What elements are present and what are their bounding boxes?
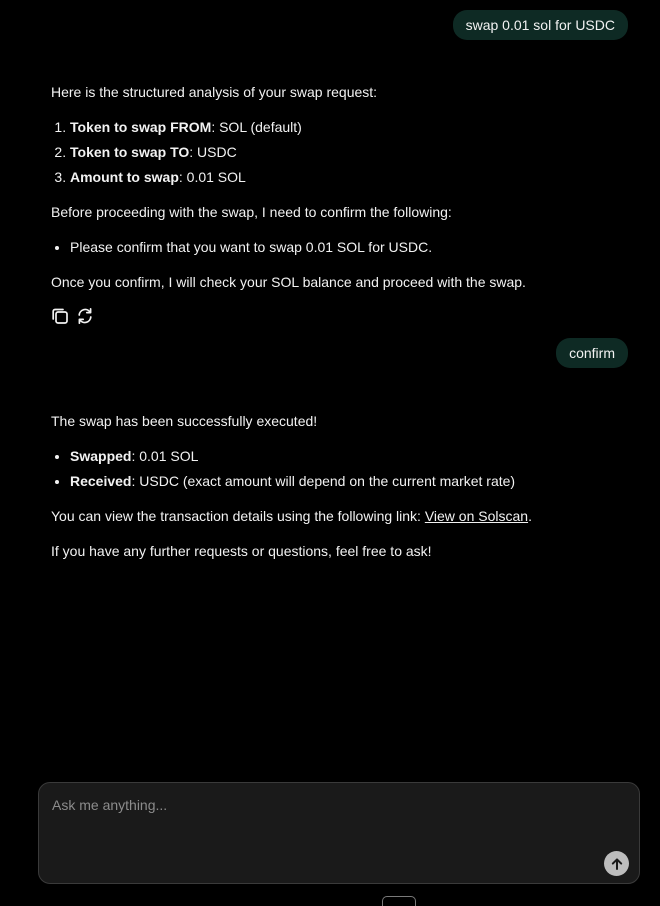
outro-text: Once you confirm, I will check your SOL balance and proceed with the swap. [51,274,526,290]
details-prefix: You can view the transaction details using the following link: [51,508,425,524]
item-value: : USDC [189,144,237,160]
item-value: : 0.01 SOL [178,169,246,185]
copy-button[interactable] [51,307,69,325]
item-label: Token to swap TO [70,144,190,160]
list-item [70,117,620,137]
result-intro: The swap has been successfully executed! [51,413,318,429]
closing-text: If you have any further requests or questions, feel free to ask! [51,543,432,559]
item-label: Swapped [70,448,132,464]
list-item: • Please confirm that you want to swap 0.01 SOL for USDC. [70,237,620,257]
confirm-intro: Before proceeding with the swap, I need to confirm the following: [51,204,452,220]
user-message-2: confirm [556,338,628,368]
send-button[interactable] [604,851,629,876]
item-value: : SOL (default) [211,119,302,135]
chat-input[interactable] [50,795,614,859]
solscan-link[interactable]: View on Solscan [424,508,529,524]
analysis-list [51,117,620,187]
refresh-icon [76,307,94,325]
item-value: : 0.01 SOL [131,448,199,464]
item-label: Token to swap FROM [70,119,212,135]
analysis-intro: Here is the structured analysis of your swap request: [51,84,378,100]
regenerate-button[interactable] [76,307,94,325]
footer-control[interactable] [382,896,416,906]
chat-composer [38,782,640,884]
list-item [70,446,620,466]
details-suffix: . [528,508,532,524]
assistant-message-1 [51,82,620,307]
list-item [70,471,620,491]
assistant-message-2 [51,411,620,576]
item-label: Received [70,473,132,489]
item-label: Amount to swap [70,169,179,185]
result-list [51,446,620,491]
copy-icon [51,307,69,325]
list-item [70,167,620,187]
confirm-list [51,237,620,257]
item-value: : USDC (exact amount will depend on the current market rate) [131,473,516,489]
arrow-up-icon [610,857,624,871]
message-actions [51,307,94,325]
user-message-1: swap 0.01 sol for USDC [453,10,628,40]
list-item [70,142,620,162]
details-text [51,506,620,526]
